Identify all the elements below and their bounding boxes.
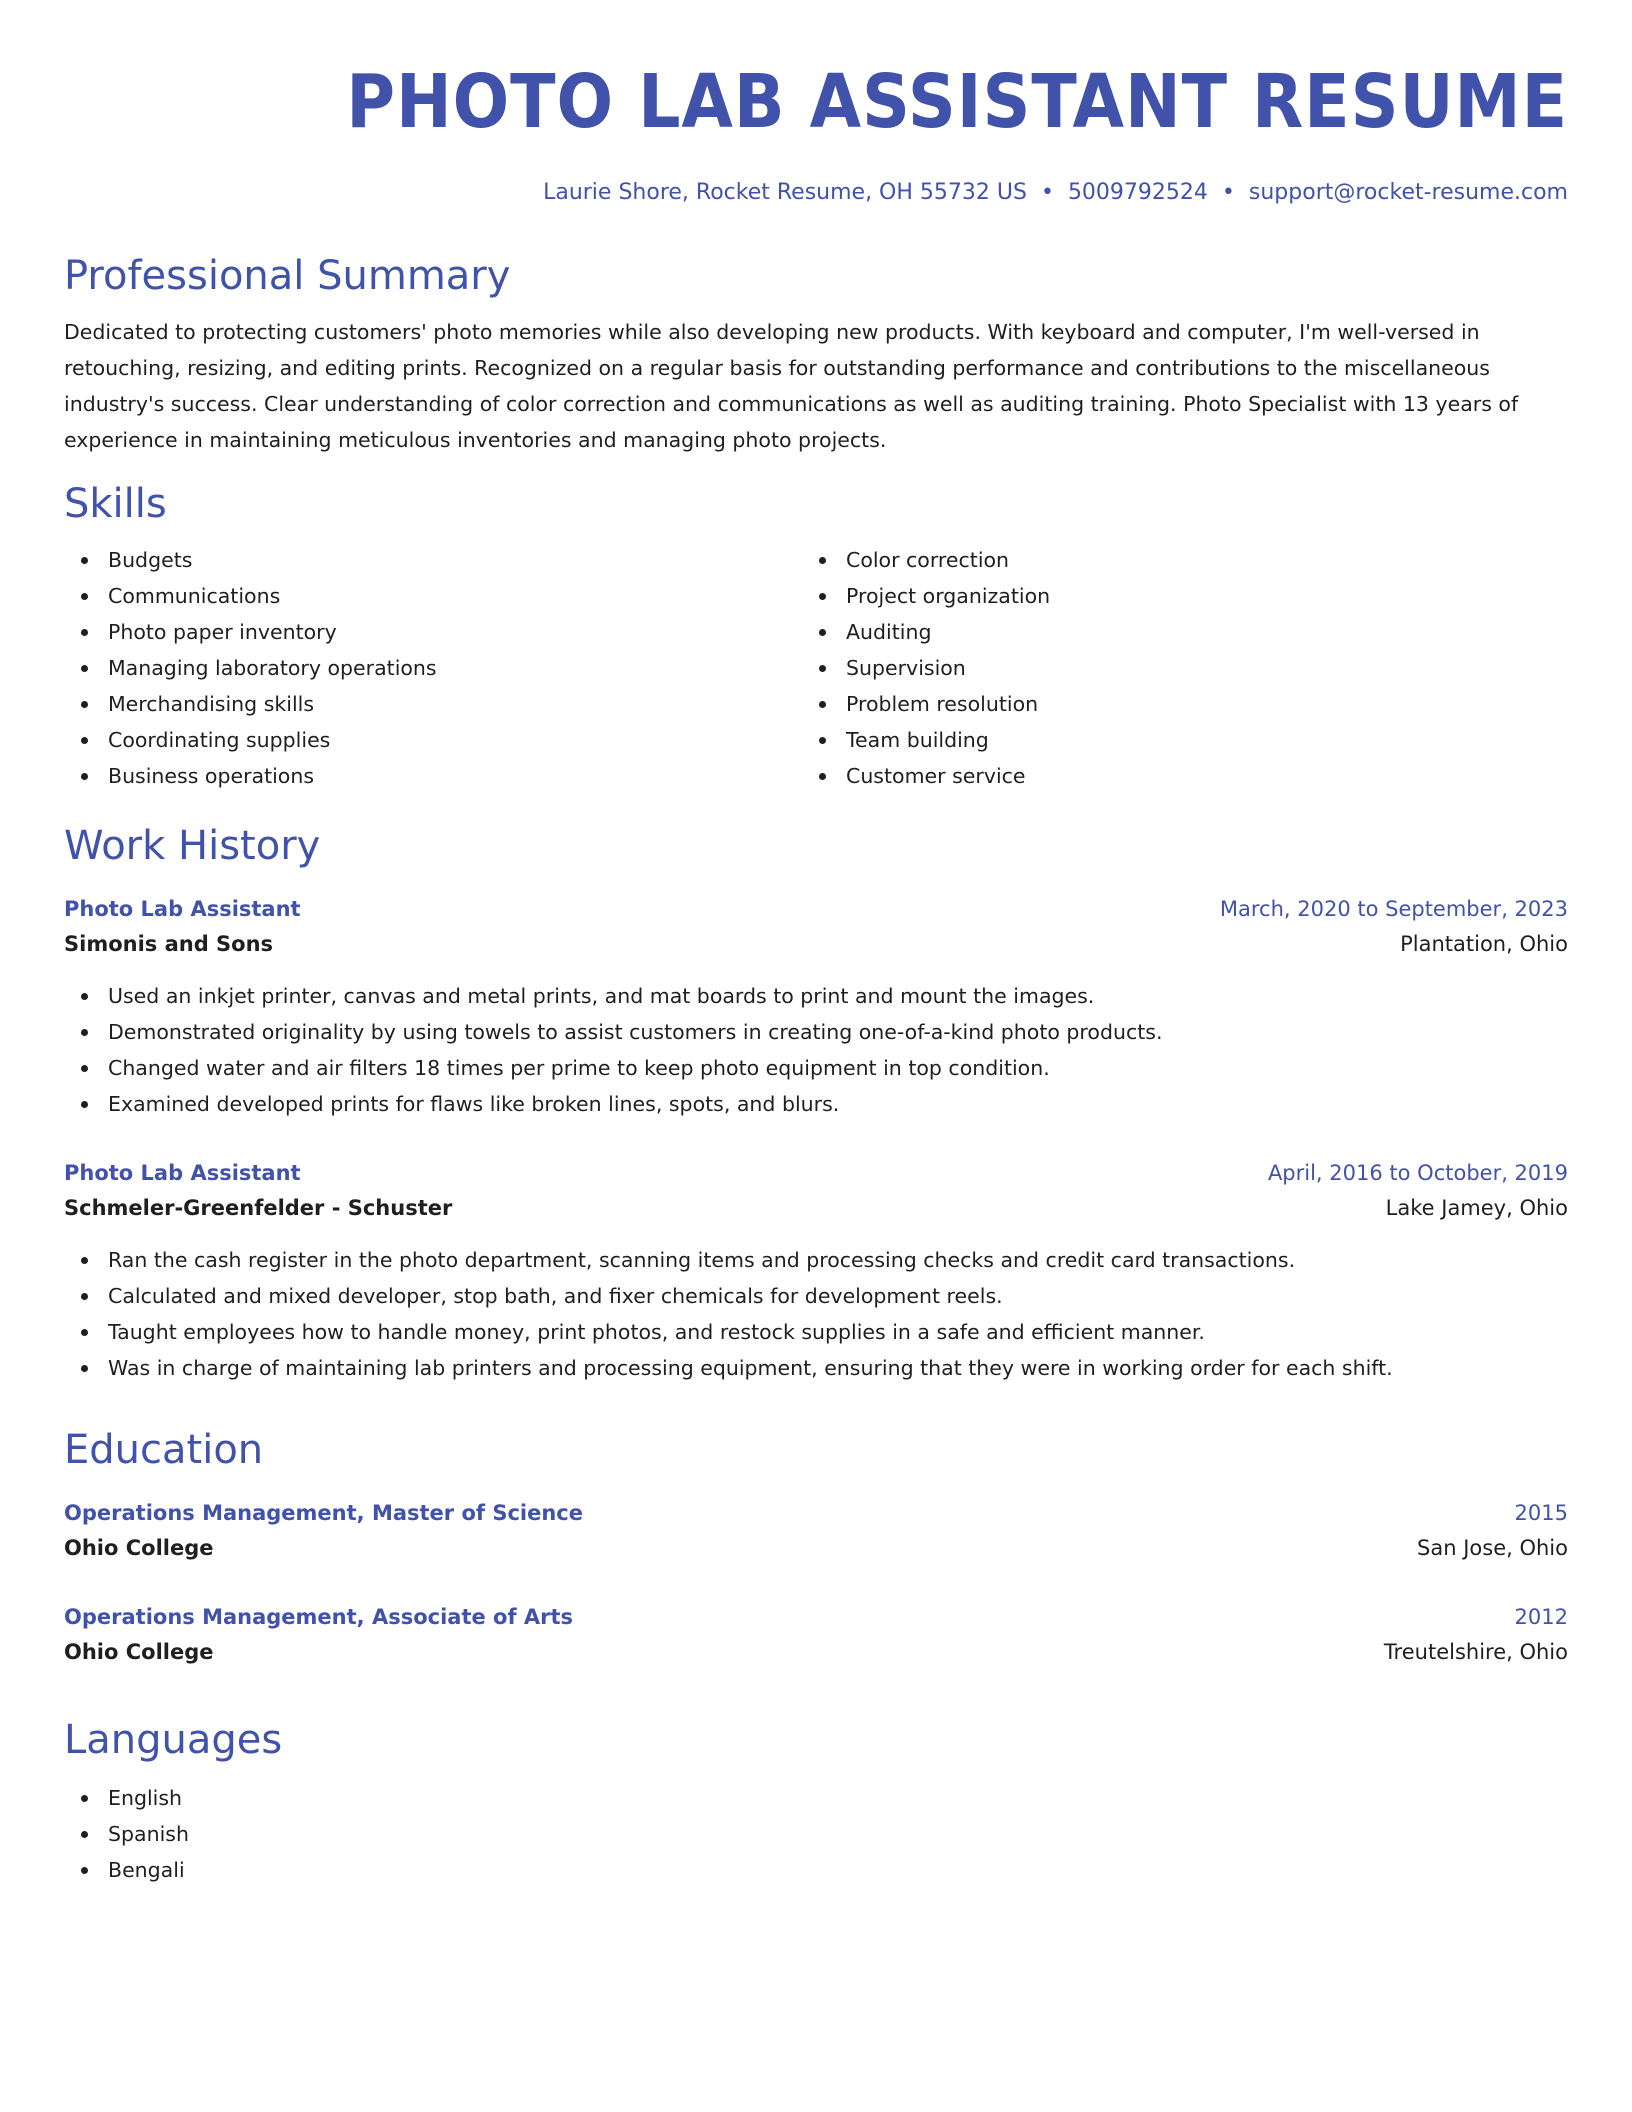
skill-item: Communications	[64, 578, 802, 614]
education-school-row	[64, 1634, 1568, 1670]
skills-list-right	[802, 542, 1540, 794]
job-dates: March, 2020 to September, 2023	[1219, 897, 1568, 921]
education-degree: Operations Management, Master of Science	[64, 1501, 583, 1525]
skill-item: Business operations	[64, 758, 802, 794]
language-item: English	[64, 1780, 1568, 1816]
job-bullet: Examined developed prints for flaws like broken lines, spots, and blurs.	[64, 1086, 1568, 1122]
job-header-row	[64, 1156, 1568, 1190]
education-school-row	[64, 1530, 1568, 1566]
skill-item: Color correction	[802, 542, 1540, 578]
job-bullet: Ran the cash register in the photo department, scanning items and processing checks and credit card transactions.	[64, 1242, 1568, 1278]
job-company: Simonis and Sons	[64, 932, 274, 956]
work-history-heading: Work History	[64, 823, 321, 869]
language-item: Bengali	[64, 1852, 1568, 1888]
summary-section	[64, 252, 1568, 458]
skill-item: Project organization	[802, 578, 1540, 614]
skills-section	[64, 480, 1568, 794]
skill-item: Budgets	[64, 542, 802, 578]
skill-item: Managing laboratory operations	[64, 650, 802, 686]
summary-heading: Professional Summary	[64, 253, 511, 299]
education-header-row	[64, 1496, 1568, 1530]
education-year: 2015	[1514, 1501, 1568, 1525]
job-bullet: Used an inkjet printer, canvas and metal prints, and mat boards to print and mount the images.	[64, 978, 1568, 1014]
skill-item: Problem resolution	[802, 686, 1540, 722]
job-bullets	[64, 978, 1568, 1122]
skills-list-left	[64, 542, 802, 794]
education-school: Ohio College	[64, 1536, 214, 1560]
job-header-row	[64, 892, 1568, 926]
job-bullet: Demonstrated originality by using towels to assist customers in creating one-of-a-kind photo products.	[64, 1014, 1568, 1050]
education-section	[64, 1426, 1568, 1670]
work-history-section	[64, 822, 1568, 1386]
education-entry	[64, 1600, 1568, 1670]
contact-line	[64, 178, 1568, 208]
job-entry	[64, 892, 1568, 1122]
skills-column-right	[802, 542, 1540, 794]
skill-item: Supervision	[802, 650, 1540, 686]
job-company: Schmeler-Greenfelder - Schuster	[64, 1196, 453, 1220]
skill-item: Auditing	[802, 614, 1540, 650]
job-company-row	[64, 1190, 1568, 1226]
skills-grid	[64, 542, 1568, 794]
job-bullet: Changed water and air filters 18 times per prime to keep photo equipment in top condition.	[64, 1050, 1568, 1086]
skill-item: Team building	[802, 722, 1540, 758]
skills-column-left	[64, 542, 802, 794]
contact-separator: •	[1221, 180, 1235, 205]
job-bullet: Taught employees how to handle money, print photos, and restock supplies in a safe and efficient manner.	[64, 1314, 1568, 1350]
education-year: 2012	[1514, 1605, 1568, 1629]
job-title: Photo Lab Assistant	[64, 1161, 301, 1185]
job-entry	[64, 1156, 1568, 1386]
job-title: Photo Lab Assistant	[64, 897, 301, 921]
contact-email: support@rocket-resume.com	[1248, 180, 1568, 205]
skill-item: Customer service	[802, 758, 1540, 794]
languages-heading: Languages	[64, 1717, 283, 1763]
resume-title: PHOTO LAB ASSISTANT RESUME	[346, 59, 1569, 145]
skill-item: Photo paper inventory	[64, 614, 802, 650]
job-bullet: Was in charge of maintaining lab printers and processing equipment, ensuring that they were in working order for each shift.	[64, 1350, 1568, 1386]
skill-item: Coordinating supplies	[64, 722, 802, 758]
job-dates: April, 2016 to October, 2019	[1267, 1161, 1568, 1185]
job-company-row	[64, 926, 1568, 962]
job-location: Plantation, Ohio	[1400, 932, 1568, 956]
contact-address: Laurie Shore, Rocket Resume, OH 55732 US	[543, 180, 1027, 205]
contact-separator: •	[1040, 180, 1054, 205]
education-location: San Jose, Ohio	[1417, 1536, 1568, 1560]
education-school: Ohio College	[64, 1640, 214, 1664]
education-heading: Education	[64, 1427, 264, 1473]
languages-section	[64, 1716, 1568, 1888]
language-item: Spanish	[64, 1816, 1568, 1852]
job-bullets	[64, 1242, 1568, 1386]
summary-text: Dedicated to protecting customers' photo memories while also developing new products. With keyboard and computer, I'm well-versed in retouching, resizing, and editing prints. Recognized on a regular basis for outstanding performance and contributions to the miscellaneous industry's success. Clear understanding of color correction and communications as well as auditing training. Photo Specialist with 13 years of experience in maintaining meticulous inventories and managing photo projects.	[64, 320, 1519, 452]
job-location: Lake Jamey, Ohio	[1385, 1196, 1568, 1220]
education-degree: Operations Management, Associate of Arts	[64, 1605, 574, 1629]
job-bullet: Calculated and mixed developer, stop bath, and fixer chemicals for development reels.	[64, 1278, 1568, 1314]
skills-heading: Skills	[64, 481, 167, 527]
education-entry	[64, 1496, 1568, 1566]
education-header-row	[64, 1600, 1568, 1634]
skill-item: Merchandising skills	[64, 686, 802, 722]
education-location: Treutelshire, Ohio	[1383, 1640, 1568, 1664]
languages-list	[64, 1780, 1568, 1888]
contact-phone: 5009792524	[1067, 180, 1208, 205]
